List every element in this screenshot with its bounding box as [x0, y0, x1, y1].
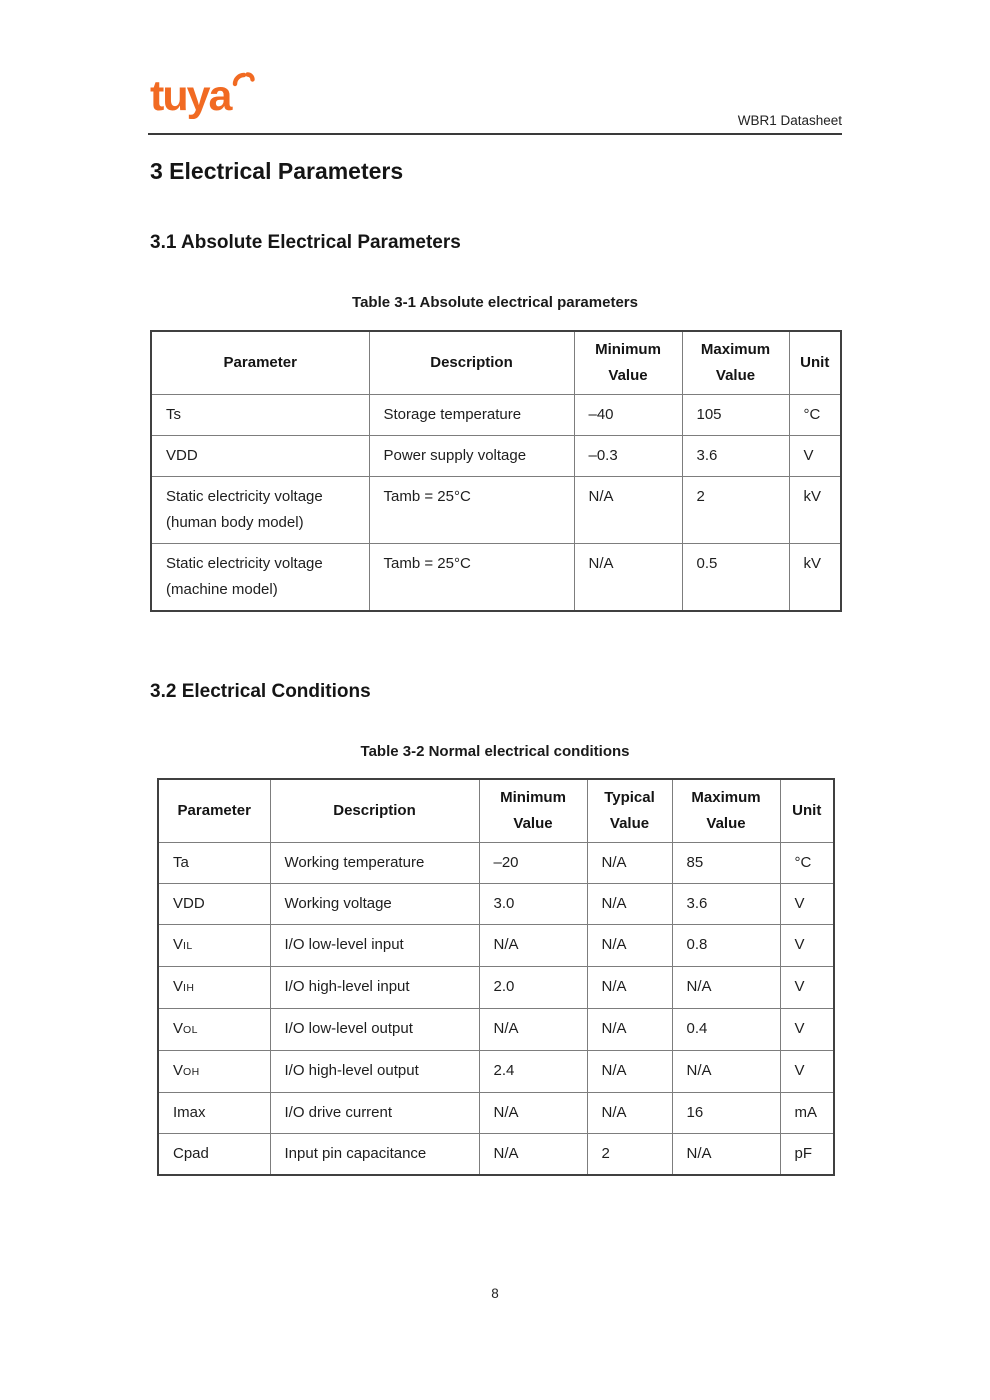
table-row [158, 843, 834, 884]
column-header: Parameter [158, 779, 270, 843]
table-cell: I/O high-level output [270, 1051, 479, 1093]
table-cell: 85 [672, 843, 780, 884]
page-number: 8 [491, 1286, 499, 1301]
column-header: Maximum Value [682, 331, 789, 395]
table-cell: Power supply voltage [369, 436, 574, 477]
table-cell: Working temperature [270, 843, 479, 884]
table-cell: N/A [672, 1134, 780, 1176]
table-cell: I/O drive current [270, 1093, 479, 1134]
section-heading-electrical-conditions: 3.2 Electrical Conditions [150, 681, 371, 702]
table-cell: 105 [682, 395, 789, 436]
table-cell: I/O high-level input [270, 967, 479, 1009]
table-cell: Static electricity voltage (human body model) [151, 477, 369, 544]
table-cell: 0.8 [672, 925, 780, 967]
table-cell: pF [780, 1134, 834, 1176]
table-cell: Ta [158, 843, 270, 884]
table-cell: VIH [158, 967, 270, 1009]
table-row [158, 884, 834, 925]
table-header-row [151, 331, 841, 395]
table-cell: 3.6 [682, 436, 789, 477]
table-cell: Input pin capacitance [270, 1134, 479, 1176]
table-cell: 2 [682, 477, 789, 544]
table-cell: N/A [479, 1093, 587, 1134]
column-header: Description [369, 331, 574, 395]
page-header [148, 72, 842, 135]
table-cell: °C [789, 395, 841, 436]
table-cell: °C [780, 843, 834, 884]
table-row [158, 1134, 834, 1176]
table-cell: N/A [672, 1051, 780, 1093]
column-header: Maximum Value [672, 779, 780, 843]
table-cell: VIL [158, 925, 270, 967]
table-cell: mA [780, 1093, 834, 1134]
tuya-logo [150, 72, 258, 120]
column-header: Minimum Value [574, 331, 682, 395]
table-cell: Tamb = 25°C [369, 544, 574, 612]
table-cell: 0.4 [672, 1009, 780, 1051]
table-cell: Working voltage [270, 884, 479, 925]
table-row [151, 477, 841, 544]
table-cell: V [780, 1051, 834, 1093]
table-cell: N/A [587, 1093, 672, 1134]
table-cell: Storage temperature [369, 395, 574, 436]
table-cell: 2 [587, 1134, 672, 1176]
table-cell: kV [789, 544, 841, 612]
table-cell: N/A [672, 967, 780, 1009]
page-title: 3 Electrical Parameters [150, 158, 404, 184]
table-cell: VDD [151, 436, 369, 477]
table-cell: 3.0 [479, 884, 587, 925]
table-cell: –40 [574, 395, 682, 436]
table-cell: VOL [158, 1009, 270, 1051]
table-cell: VOH [158, 1051, 270, 1093]
table-cell: V [780, 967, 834, 1009]
table-cell: 16 [672, 1093, 780, 1134]
table-cell: Ts [151, 395, 369, 436]
table-cell: N/A [587, 884, 672, 925]
table-row [158, 1051, 834, 1093]
table-cell: N/A [479, 1134, 587, 1176]
table-row [151, 544, 841, 612]
normal-electrical-conditions-table [157, 778, 835, 1176]
table-cell: N/A [587, 1009, 672, 1051]
table-cell: V [780, 884, 834, 925]
table-cell: 0.5 [682, 544, 789, 612]
table-cell: –0.3 [574, 436, 682, 477]
column-header: Parameter [151, 331, 369, 395]
table-cell: Tamb = 25°C [369, 477, 574, 544]
table-cell: kV [789, 477, 841, 544]
table-cell: Imax [158, 1093, 270, 1134]
table-row [158, 925, 834, 967]
table-cell: I/O low-level output [270, 1009, 479, 1051]
column-header: Minimum Value [479, 779, 587, 843]
table-row [158, 967, 834, 1009]
table-row [158, 1009, 834, 1051]
doc-title: WBR1 Datasheet [737, 113, 842, 128]
table-cell: V [789, 436, 841, 477]
table-cell: N/A [574, 477, 682, 544]
table-cell: N/A [479, 1009, 587, 1051]
table-cell: V [780, 1009, 834, 1051]
table-cell: N/A [587, 1051, 672, 1093]
tuya-logo-text: tuya [150, 72, 231, 120]
column-header: Unit [780, 779, 834, 843]
table-cell: VDD [158, 884, 270, 925]
table-cell: N/A [479, 925, 587, 967]
table-cell: 2.4 [479, 1051, 587, 1093]
table-cell: N/A [587, 925, 672, 967]
table-cell: 2.0 [479, 967, 587, 1009]
section-heading-absolute-parameters: 3.1 Absolute Electrical Parameters [150, 232, 461, 253]
table-cell: –20 [479, 843, 587, 884]
table-cell: Cpad [158, 1134, 270, 1176]
table-caption-3-1: Table 3-1 Absolute electrical parameters [352, 294, 638, 311]
table-row [151, 436, 841, 477]
table-cell: Static electricity voltage (machine model) [151, 544, 369, 612]
table-cell: I/O low-level input [270, 925, 479, 967]
table-cell: 3.6 [672, 884, 780, 925]
absolute-electrical-parameters-table [150, 330, 842, 612]
table-cell: N/A [587, 843, 672, 884]
table-cell: V [780, 925, 834, 967]
column-header: Unit [789, 331, 841, 395]
column-header: Description [270, 779, 479, 843]
table-row [158, 1093, 834, 1134]
column-header: Typical Value [587, 779, 672, 843]
table-cell: N/A [574, 544, 682, 612]
table-header-row [158, 779, 834, 843]
wifi-signal-icon [228, 68, 258, 98]
table-row [151, 395, 841, 436]
table-caption-3-2: Table 3-2 Normal electrical conditions [360, 743, 630, 760]
table-cell: N/A [587, 967, 672, 1009]
